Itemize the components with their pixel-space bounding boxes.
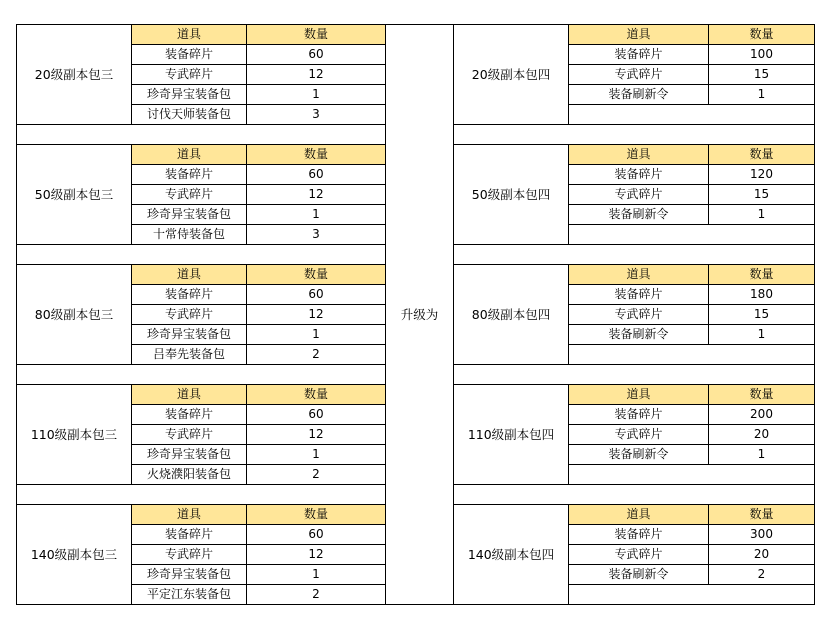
left-qty-cell: 3: [247, 225, 386, 245]
right-qty-cell: 1: [709, 325, 815, 345]
left-qty-cell: 12: [247, 305, 386, 325]
left-qty-cell: 1: [247, 85, 386, 105]
left-item-cell: 装备碎片: [132, 45, 247, 65]
left-item-cell: 装备碎片: [132, 525, 247, 545]
right-empty-cell: [569, 225, 815, 245]
left-item-cell: 讨伐天师装备包: [132, 105, 247, 125]
left-item-cell: 平定江东装备包: [132, 585, 247, 605]
table-row: [17, 25, 815, 45]
right-qty-cell: 100: [709, 45, 815, 65]
right-pack-name: 110级副本包四: [454, 385, 569, 485]
left-spacer-cell: [17, 125, 386, 145]
left-spacer-cell: [17, 365, 386, 385]
right-item-cell: 装备刷新令: [569, 325, 709, 345]
left-qty-cell: 1: [247, 445, 386, 465]
left-item-cell: 珍奇异宝装备包: [132, 445, 247, 465]
left-item-cell: 火烧濮阳装备包: [132, 465, 247, 485]
left-item-cell: 珍奇异宝装备包: [132, 205, 247, 225]
right-empty-cell: [569, 105, 815, 125]
right-spacer-cell: [454, 485, 815, 505]
right-qty-cell: 200: [709, 405, 815, 425]
left-qty-cell: 1: [247, 565, 386, 585]
left-qty-cell: 2: [247, 585, 386, 605]
left-item-cell: 装备碎片: [132, 165, 247, 185]
left-item-cell: 专武碎片: [132, 305, 247, 325]
left-item-cell: 吕奉先装备包: [132, 345, 247, 365]
left-pack-name: 50级副本包三: [17, 145, 132, 245]
left-item-cell: 珍奇异宝装备包: [132, 325, 247, 345]
left-qty-cell: 60: [247, 285, 386, 305]
qty-header: 数量: [247, 385, 386, 405]
left-item-cell: 专武碎片: [132, 425, 247, 445]
item-header: 道具: [569, 505, 709, 525]
right-item-cell: 装备刷新令: [569, 565, 709, 585]
right-item-cell: 专武碎片: [569, 185, 709, 205]
right-item-cell: 专武碎片: [569, 65, 709, 85]
right-qty-cell: 15: [709, 65, 815, 85]
upgrade-label: 升级为: [386, 25, 454, 605]
right-item-cell: 装备碎片: [569, 45, 709, 65]
right-pack-name: 50级副本包四: [454, 145, 569, 245]
right-item-cell: 装备刷新令: [569, 85, 709, 105]
right-pack-name: 140级副本包四: [454, 505, 569, 605]
left-pack-name: 80级副本包三: [17, 265, 132, 365]
left-qty-cell: 12: [247, 545, 386, 565]
right-qty-cell: 15: [709, 185, 815, 205]
left-qty-cell: 3: [247, 105, 386, 125]
right-empty-cell: [569, 585, 815, 605]
qty-header: 数量: [709, 385, 815, 405]
item-header: 道具: [569, 265, 709, 285]
right-item-cell: 装备刷新令: [569, 445, 709, 465]
item-header: 道具: [132, 265, 247, 285]
right-item-cell: 装备碎片: [569, 525, 709, 545]
right-empty-cell: [569, 345, 815, 365]
upgrade-comparison-table: [16, 24, 815, 605]
right-qty-cell: 1: [709, 85, 815, 105]
left-pack-name: 20级副本包三: [17, 25, 132, 125]
right-qty-cell: 300: [709, 525, 815, 545]
left-qty-cell: 60: [247, 165, 386, 185]
left-qty-cell: 2: [247, 465, 386, 485]
left-pack-name: 110级副本包三: [17, 385, 132, 485]
right-qty-cell: 180: [709, 285, 815, 305]
upgrade-table-container: [16, 24, 815, 605]
right-qty-cell: 1: [709, 445, 815, 465]
right-item-cell: 专武碎片: [569, 545, 709, 565]
left-item-cell: 装备碎片: [132, 285, 247, 305]
qty-header: 数量: [247, 265, 386, 285]
item-header: 道具: [132, 25, 247, 45]
left-qty-cell: 1: [247, 325, 386, 345]
qty-header: 数量: [709, 265, 815, 285]
qty-header: 数量: [247, 145, 386, 165]
right-pack-name: 20级副本包四: [454, 25, 569, 125]
left-qty-cell: 12: [247, 65, 386, 85]
left-qty-cell: 12: [247, 185, 386, 205]
right-item-cell: 专武碎片: [569, 425, 709, 445]
left-item-cell: 专武碎片: [132, 65, 247, 85]
right-spacer-cell: [454, 365, 815, 385]
right-item-cell: 专武碎片: [569, 305, 709, 325]
left-qty-cell: 2: [247, 345, 386, 365]
right-empty-cell: [569, 465, 815, 485]
right-spacer-cell: [454, 125, 815, 145]
qty-header: 数量: [709, 505, 815, 525]
left-item-cell: 装备碎片: [132, 405, 247, 425]
item-header: 道具: [132, 385, 247, 405]
item-header: 道具: [132, 145, 247, 165]
right-item-cell: 装备碎片: [569, 165, 709, 185]
right-item-cell: 装备碎片: [569, 285, 709, 305]
right-item-cell: 装备碎片: [569, 405, 709, 425]
right-qty-cell: 15: [709, 305, 815, 325]
left-item-cell: 珍奇异宝装备包: [132, 85, 247, 105]
right-pack-name: 80级副本包四: [454, 265, 569, 365]
item-header: 道具: [569, 145, 709, 165]
right-qty-cell: 2: [709, 565, 815, 585]
right-item-cell: 装备刷新令: [569, 205, 709, 225]
left-spacer-cell: [17, 485, 386, 505]
qty-header: 数量: [709, 145, 815, 165]
right-qty-cell: 120: [709, 165, 815, 185]
qty-header: 数量: [709, 25, 815, 45]
left-item-cell: 十常侍装备包: [132, 225, 247, 245]
left-spacer-cell: [17, 245, 386, 265]
left-item-cell: 珍奇异宝装备包: [132, 565, 247, 585]
left-item-cell: 专武碎片: [132, 545, 247, 565]
right-qty-cell: 1: [709, 205, 815, 225]
left-qty-cell: 60: [247, 525, 386, 545]
item-header: 道具: [569, 25, 709, 45]
left-item-cell: 专武碎片: [132, 185, 247, 205]
item-header: 道具: [132, 505, 247, 525]
right-qty-cell: 20: [709, 545, 815, 565]
right-qty-cell: 20: [709, 425, 815, 445]
left-qty-cell: 1: [247, 205, 386, 225]
left-qty-cell: 12: [247, 425, 386, 445]
qty-header: 数量: [247, 25, 386, 45]
item-header: 道具: [569, 385, 709, 405]
left-qty-cell: 60: [247, 45, 386, 65]
qty-header: 数量: [247, 505, 386, 525]
left-pack-name: 140级副本包三: [17, 505, 132, 605]
left-qty-cell: 60: [247, 405, 386, 425]
right-spacer-cell: [454, 245, 815, 265]
